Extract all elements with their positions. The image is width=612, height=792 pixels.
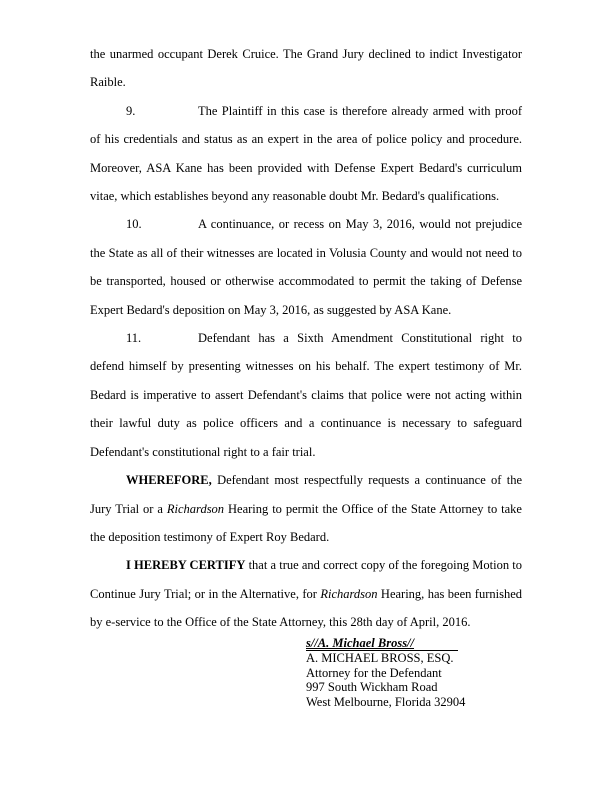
paragraph-10: [90, 210, 522, 324]
signature-title: Attorney for the Defendant: [306, 665, 442, 680]
certify-text-a: that a true and correct copy of the foregoing Motion to Continue Jury Trial; or in the Alternative, for: [90, 558, 523, 601]
wherefore-text-b: Hearing to permit the Office of the State Attorney to take the deposition testimony of Expert Roy Bedard.: [90, 501, 522, 544]
signature-name: A. MICHAEL BROSS, ESQ.: [306, 651, 454, 665]
paragraph-9-text: The Plaintiff in this case is therefore already armed with proof of his credentials and status as an expert in the area of police policy and procedure. Moreover, ASA Kane has been provided with Defense Expert Bedard's curriculum vitae, which establishes beyond any reasonable doubt Mr. Bedard's qualifications.: [90, 103, 522, 204]
paragraph-9: [90, 97, 522, 211]
paragraph-11: [90, 324, 522, 466]
paragraph-intro: [90, 40, 522, 97]
paragraph-10-text: A continuance, or recess on May 3, 2016, would not prejudice the State as all of their witnesses are located in Volusia County and would not need to be transported, housed or otherwise accommodated to permit the taking of Defense Expert Bedard's deposition on May 3, 2016, as suggested by ASA Kane.: [90, 217, 522, 317]
electronic-signature: s//A. Michael Bross//: [306, 637, 458, 651]
paragraph-wherefore: [90, 466, 522, 551]
document-body: [90, 40, 522, 637]
wherefore-lead: WHEREFORE,: [126, 473, 212, 488]
paragraph-10-number: 10.: [126, 217, 142, 232]
certify-text-b: Hearing, has been furnished by e-service to the Office of the State Attorney, this 28th day of April, 2016.: [90, 586, 522, 630]
signature-address-line-2: West Melbourne, Florida 32904: [306, 694, 466, 709]
certify-case-name: Richardson: [320, 586, 378, 601]
wherefore-case-name: Richardson: [166, 501, 225, 516]
paragraph-11-number: 11.: [126, 331, 142, 346]
paragraph-11-text: Defendant has a Sixth Amendment Constitutional right to defend himself by presenting witnesses on his behalf. The expert testimony of Mr. Bedard is imperative to assert Defendant's claims that police were not acting within their lawful duty as police officers and a continuance is necessary to safeguard Defendant's constitutional right to a fair trial.: [90, 331, 522, 459]
signature-address-line-1: 997 South Wickham Road: [306, 680, 438, 695]
signature-block: [306, 636, 465, 709]
paragraph-intro-text: the unarmed occupant Derek Cruice. The Grand Jury declined to indict Investigator Raible.: [90, 47, 522, 90]
certify-lead: I HEREBY CERTIFY: [126, 558, 246, 573]
wherefore-text-a: Defendant most respectfully requests a continuance of the Jury Trial or a: [90, 473, 522, 516]
paragraph-9-number: 9.: [126, 103, 136, 118]
paragraph-certify: [90, 551, 522, 636]
